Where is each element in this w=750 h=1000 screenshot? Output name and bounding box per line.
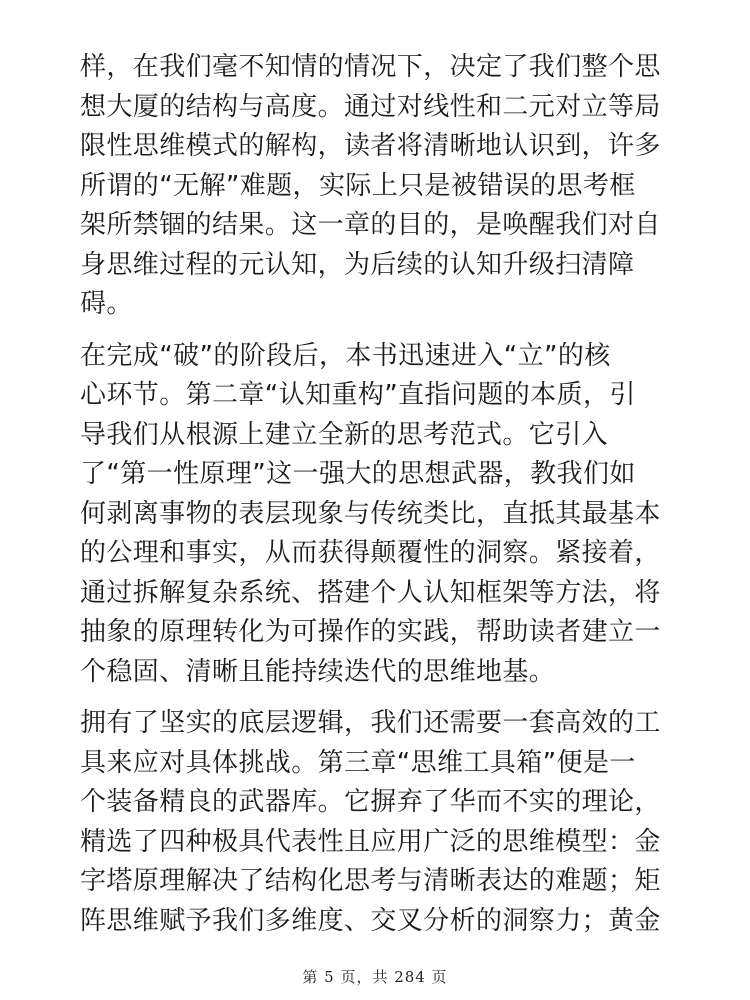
text-line: 想大厦的结构与高度。通过对线性和二元对立等局 bbox=[80, 91, 661, 122]
paragraph bbox=[80, 337, 680, 693]
text-line: 阵思维赋予我们多维度、交叉分析的洞察力；黄金 bbox=[80, 905, 661, 936]
text-line: 精选了四种极具代表性且应用广泛的思维模型：金 bbox=[80, 826, 661, 857]
text-line: 字塔原理解决了结构化思考与清晰表达的难题；矩 bbox=[80, 866, 661, 896]
text-line: 样，在我们毫不知情的情况下，决定了我们整个思 bbox=[80, 52, 661, 82]
text-line: 的公理和事实，从而获得颠覆性的洞察。紧接着， bbox=[80, 538, 661, 568]
text-line: 架所禁锢的结果。这一章的目的，是唤醒我们对自 bbox=[80, 210, 661, 240]
paragraph-spacer bbox=[80, 692, 680, 704]
text-line: 个装备精良的武器库。它摒弃了华而不实的理论， bbox=[80, 787, 661, 817]
text-line: 具来应对具体挑战。第三章“思维工具箱”便是一 bbox=[80, 747, 636, 778]
text-line: 身思维过程的元认知，为后续的认知升级扫清障 bbox=[80, 249, 635, 280]
text-line: 碍。 bbox=[80, 289, 133, 319]
paragraph-spacer bbox=[80, 325, 680, 337]
paragraph bbox=[80, 704, 680, 941]
text-line: 通过拆解复杂系统、搭建个人认知框架等方法，将 bbox=[80, 577, 661, 608]
text-line: 心环节。第二章“认知重构”直指问题的本质，引 bbox=[80, 380, 636, 410]
document-body bbox=[80, 48, 680, 941]
paragraph bbox=[80, 48, 680, 325]
text-line: 何剥离事物的表层现象与传统类比，直抵其最基本 bbox=[80, 498, 661, 529]
text-line: 限性思维模式的解构，读者将清晰地认识到，许多 bbox=[80, 131, 661, 161]
text-line: 抽象的原理转化为可操作的实践，帮助读者建立一 bbox=[80, 617, 661, 647]
text-line: 在完成“破”的阶段后，本书迅速进入“立”的核 bbox=[80, 340, 611, 371]
text-line: 个稳固、清晰且能持续迭代的思维地基。 bbox=[80, 656, 556, 687]
text-line: 导我们从根源上建立全新的思考范式。它引入 bbox=[80, 419, 609, 450]
text-line: 拥有了坚实的底层逻辑，我们还需要一套高效的工 bbox=[80, 708, 661, 738]
page-number-footer: 第 5 页，共 284 页 bbox=[302, 968, 448, 986]
text-line: 了“第一性原理”这一强大的思想武器，教我们如 bbox=[80, 459, 636, 489]
text-line: 所谓的“无解”难题，实际上只是被错误的思考框 bbox=[80, 170, 636, 201]
